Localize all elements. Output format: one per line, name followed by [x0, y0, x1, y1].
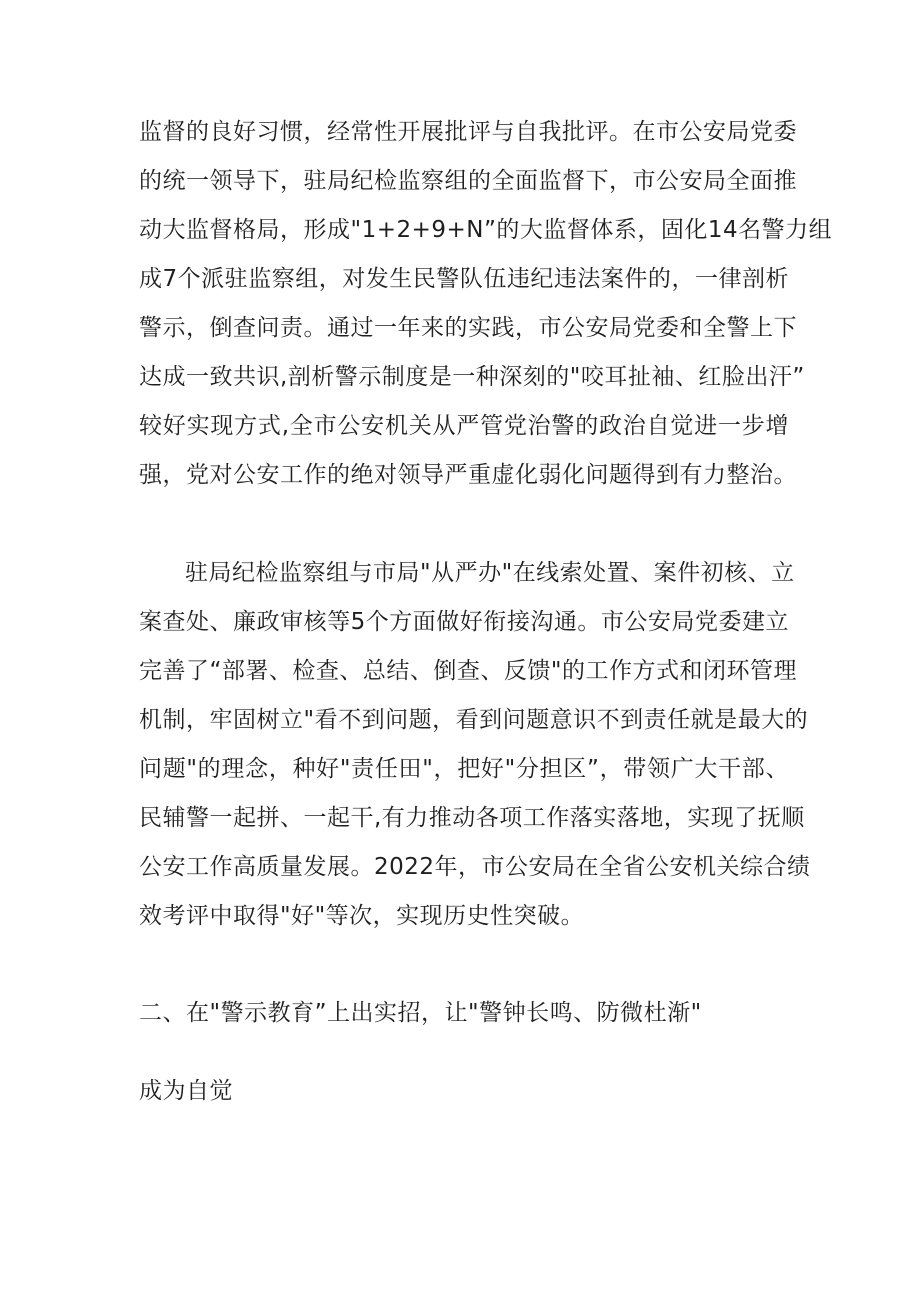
paragraph-2-line: 公安工作高质量发展。2022年，市公安局在全省公安机关综合绩 [139, 854, 811, 880]
paragraph-1-line: 警示，倒查问责。通过一年来的实践，市公安局党委和全警上下 [139, 315, 797, 341]
paragraph-1-line: 监督的良好习惯，经常性开展批评与自我批评。在市公安局党委 [139, 119, 797, 145]
paragraph-1-line: 动大监督格局，形成"1+2+9+N”的大监督体系，固化14名警力组 [139, 217, 833, 243]
paragraph-1-line: 强，党对公安工作的绝对领导严重虚化弱化问题得到有力整治。 [139, 462, 797, 488]
paragraph-1-line: 成7个派驻监察组，对发生民警队伍违纪违法案件的，一律剖析 [139, 266, 789, 292]
paragraph-1-line: 达成一致共识,剖析警示制度是一种深刻的"咬耳扯袖、红脸出汗” [139, 364, 805, 390]
paragraph-1-line: 较好实现方式,全市公安机关从严管党治警的政治自觉进一步增 [139, 413, 789, 439]
paragraph-1-line: 的统一领导下，驻局纪检监察组的全面监督下，市公安局全面推 [139, 168, 797, 194]
section-heading-continuation: 成为自觉 [139, 1078, 233, 1104]
paragraph-2-line: 机制，牢固树立"看不到问题，看到问题意识不到责任就是最大的 [139, 707, 809, 733]
paragraph-2-line: 案查处、廉政审核等5个方面做好衔接沟通。市公安局党委建立 [139, 609, 789, 635]
paragraph-2-line: 完善了“部署、检查、总结、倒查、反馈"的工作方式和闭环管理 [139, 658, 797, 684]
paragraph-2-line: 问题"的理念，种好"责任田"，把好"分担区”，带领广大干部、 [139, 756, 789, 782]
section-heading: 二、在"警示教育”上出实招，让"警钟长鸣、防微杜渐" [139, 1000, 702, 1026]
paragraph-2-line: 民辅警一起拼、一起干,有力推动各项工作落实落地，实现了抚顺 [139, 805, 805, 831]
paragraph-2-line: 效考评中取得"好"等次，实现历史性突破。 [139, 903, 585, 929]
paragraph-2-line: 驻局纪检监察组与市局"从严办"在线索处置、案件初核、立 [185, 560, 795, 586]
